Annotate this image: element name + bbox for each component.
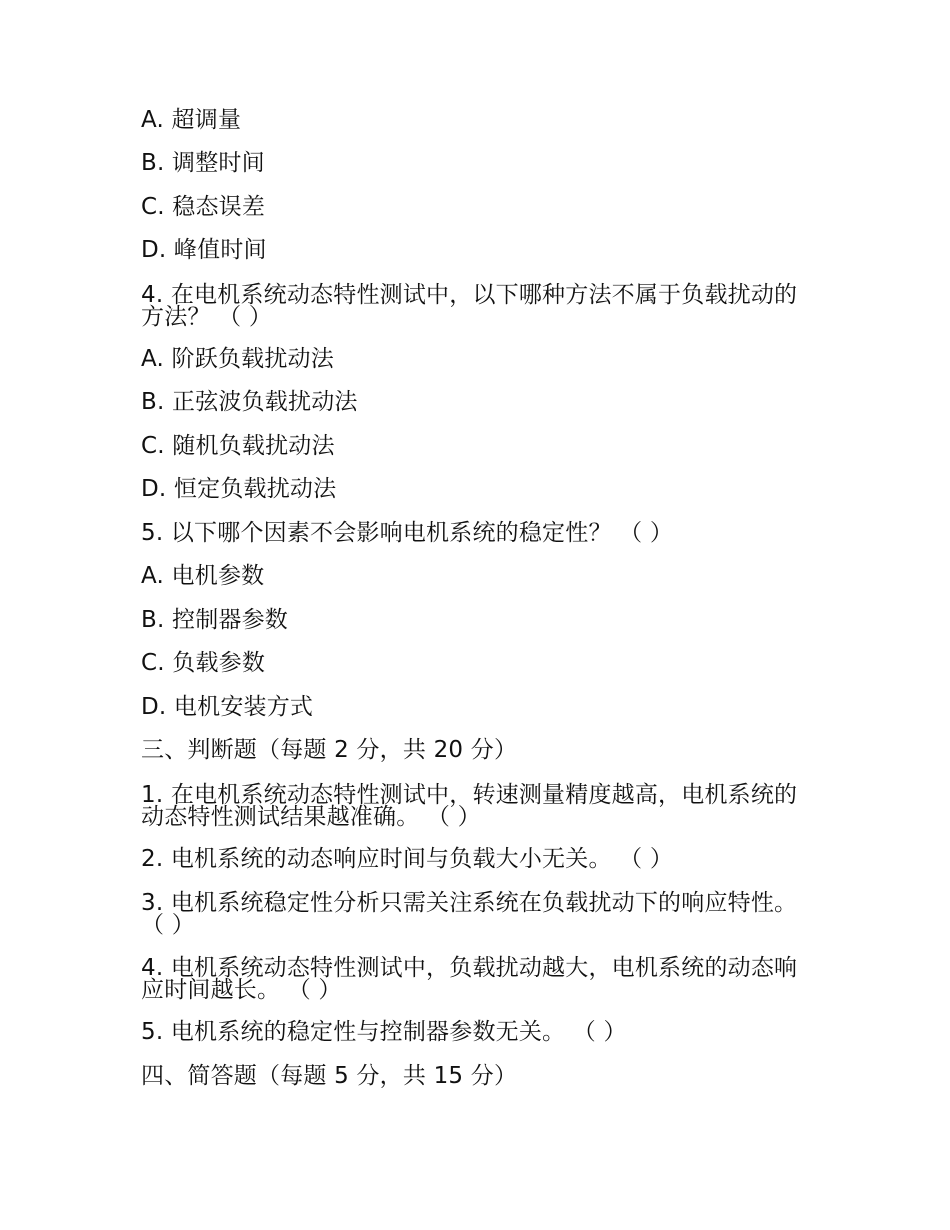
q5-question: 5. 以下哪个因素不会影响电机系统的稳定性？ （ ） [141, 520, 674, 546]
q4-question: 4. 在电机系统动态特性测试中，以下哪种方法不属于负载扰动的方法？ （ ） [141, 282, 798, 330]
q4-option-d: D. 恒定负载扰动法 [141, 476, 337, 502]
q3-option-d: D. 峰值时间 [141, 237, 267, 263]
q5-option-a: A. 电机参数 [141, 563, 265, 589]
q5-option-b: B. 控制器参数 [141, 607, 289, 633]
judge-item-5: 5. 电机系统的稳定性与控制器参数无关。 （ ） [141, 1019, 627, 1045]
judge-item-2: 2. 电机系统的动态响应时间与负载大小无关。 （ ） [141, 846, 674, 872]
q3-option-a: A. 超调量 [141, 107, 242, 133]
q3-option-c: C. 稳态误差 [141, 194, 266, 220]
q5-option-c: C. 负载参数 [141, 650, 266, 676]
section3-heading: 三、判断题（每题 2 分，共 20 分） [141, 737, 518, 763]
section4-heading: 四、简答题（每题 5 分，共 15 分） [141, 1063, 518, 1089]
q4-option-a: A. 阶跃负载扰动法 [141, 346, 334, 372]
q5-option-d: D. 电机安装方式 [141, 694, 314, 720]
judge-item-4: 4. 电机系统动态特性测试中，负载扰动越大，电机系统的动态响应时间越长。 （ ） [141, 955, 798, 1003]
judge-item-3: 3. 电机系统稳定性分析只需关注系统在负载扰动下的响应特性。 （ ） [141, 890, 798, 938]
q4-option-b: B. 正弦波负载扰动法 [141, 389, 358, 415]
q4-option-c: C. 随机负载扰动法 [141, 433, 335, 459]
q3-option-b: B. 调整时间 [141, 150, 265, 176]
judge-item-1: 1. 在电机系统动态特性测试中，转速测量精度越高，电机系统的动态特性测试结果越准确。 （ ） [141, 782, 798, 830]
